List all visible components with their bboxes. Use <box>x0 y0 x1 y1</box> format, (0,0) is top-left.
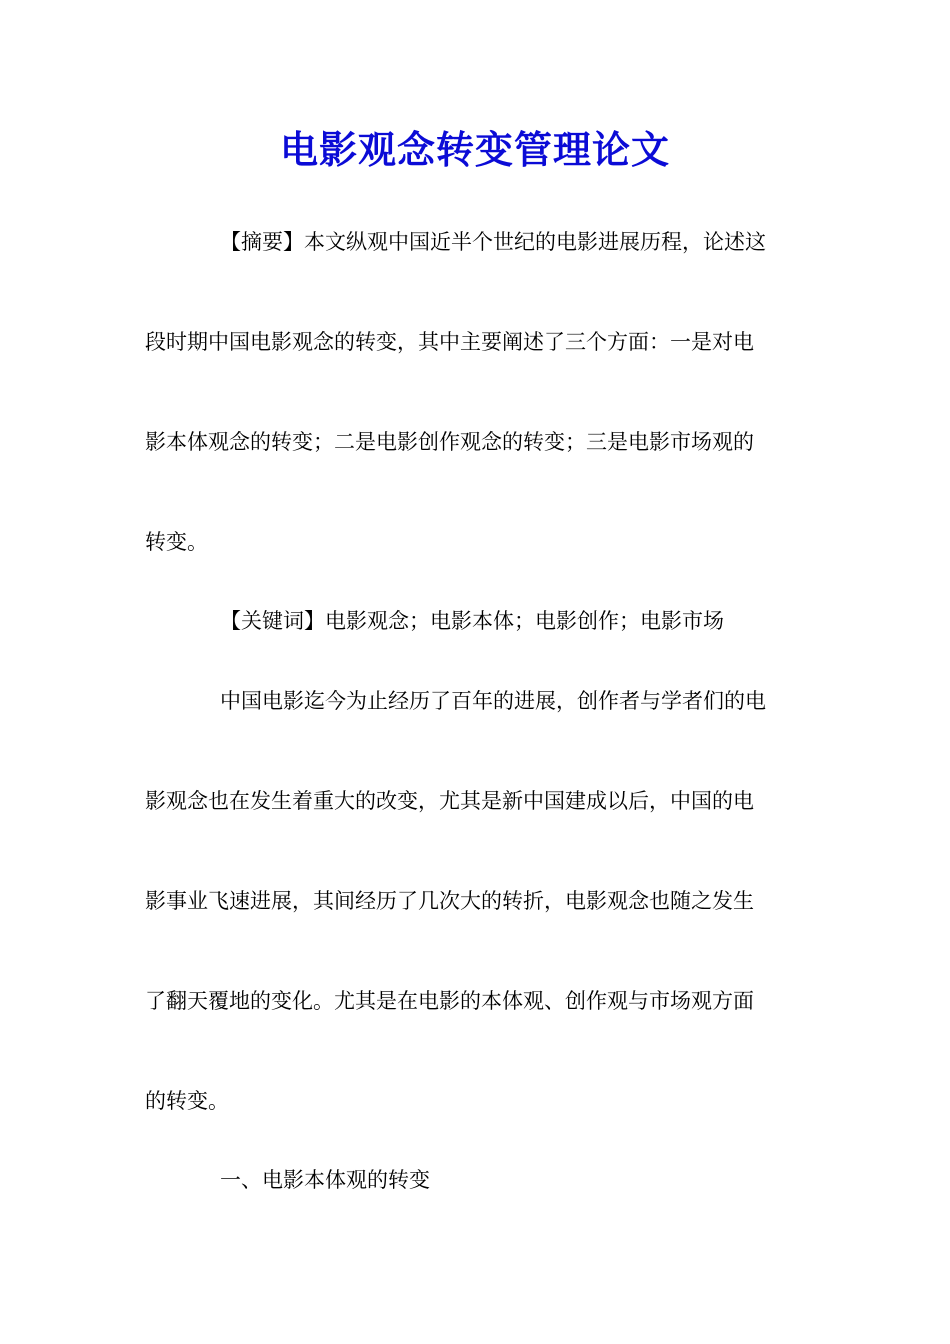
body-paragraph-line-3: 影事业飞速进展，其间经历了几次大的转折，电影观念也随之发生 <box>145 889 754 913</box>
abstract-line-4: 转变。 <box>145 530 208 554</box>
abstract-line-3: 影本体观念的转变；二是电影创作观念的转变；三是电影市场观的 <box>145 430 754 454</box>
body-paragraph-line-2: 影观念也在发生着重大的改变，尤其是新中国建成以后，中国的电 <box>145 789 754 813</box>
keywords-line: 【关键词】电影观念；电影本体；电影创作；电影市场 <box>220 609 724 633</box>
body-paragraph-line-5: 的转变。 <box>145 1089 229 1113</box>
body-paragraph-line-1: 中国电影迄今为止经历了百年的进展，创作者与学者们的电 <box>220 689 766 713</box>
abstract-line-1: 【摘要】本文纵观中国近半个世纪的电影进展历程，论述这 <box>220 230 766 254</box>
body-paragraph-line-4: 了翻天覆地的变化。尤其是在电影的本体观、创作观与市场观方面 <box>145 989 754 1013</box>
document-title: 电影观念转变管理论文 <box>279 127 670 172</box>
section-heading: 一、电影本体观的转变 <box>220 1168 430 1192</box>
abstract-line-2: 段时期中国电影观念的转变，其中主要阐述了三个方面：一是对电 <box>145 330 754 354</box>
